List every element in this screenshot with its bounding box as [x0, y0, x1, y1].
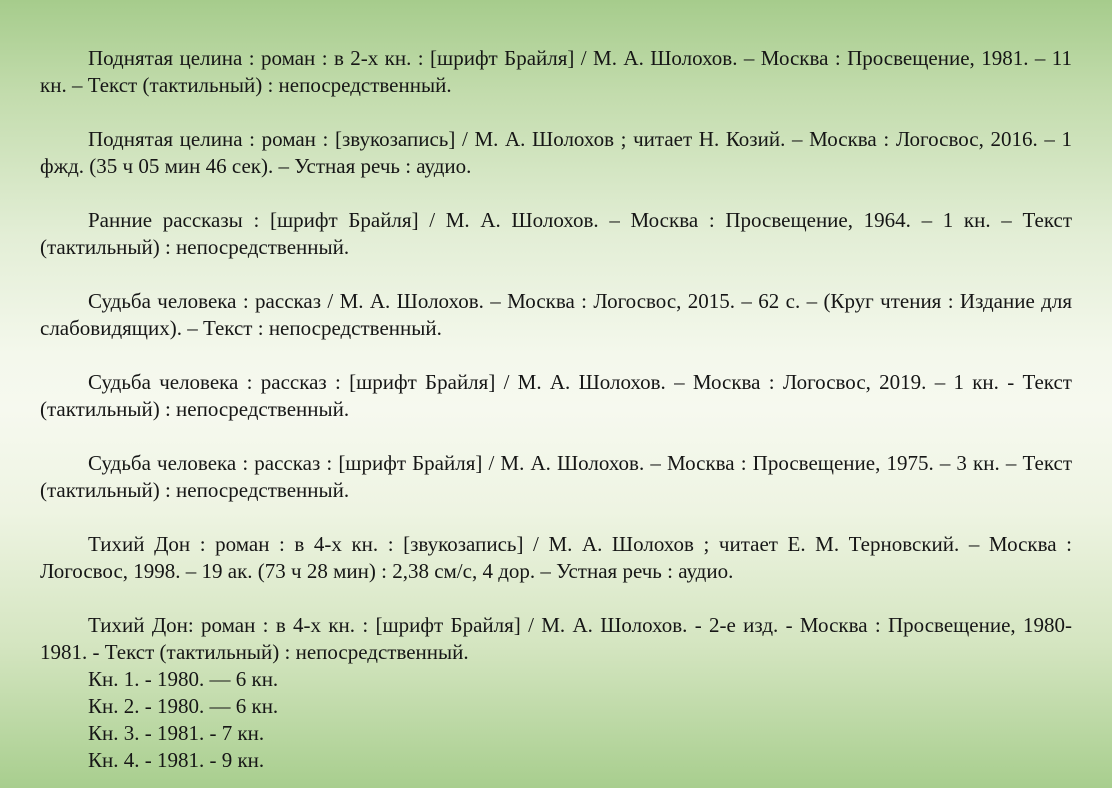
- volume-line-2: Кн. 2. - 1980. — 6 кн.: [88, 694, 279, 718]
- bibliography-entry-8-text: Тихий Дон: роман : в 4-х кн. : [шрифт Брайля] / М. А. Шолохов. - 2-е изд. - Москва : Просвещение, 1980-1981. - Текст (тактильный) : непосредственный.: [40, 613, 1072, 664]
- bibliography-entry-5: Судьба человека : рассказ : [шрифт Брайля] / М. А. Шолохов. – Москва : Логосвос, 2019. – 1 кн. - Текст (тактильный) : непосредственный.: [40, 370, 1072, 421]
- bibliography-entry-8: [40, 612, 1072, 774]
- bibliography-entry-1: Поднятая целина : роман : в 2-х кн. : [шрифт Брайля] / М. А. Шолохов. – Москва : Просвещение, 1981. – 11 кн. – Текст (тактильный) : непосредственный.: [40, 46, 1072, 97]
- bibliography-entry-6: Судьба человека : рассказ : [шрифт Брайля] / М. А. Шолохов. – Москва : Просвещение, 1975. – 3 кн. – Текст (тактильный) : непосредственный.: [40, 451, 1072, 502]
- bibliography-entry-4: Судьба человека : рассказ / М. А. Шолохов. – Москва : Логосвос, 2015. – 62 с. – (Круг чтения : Издание для слабовидящих). – Текст : непосредственный.: [40, 289, 1072, 340]
- bibliography-entry-3: Ранние рассказы : [шрифт Брайля] / М. А. Шолохов. – Москва : Просвещение, 1964. – 1 кн. – Текст (тактильный) : непосредственный.: [40, 208, 1072, 259]
- volume-line-3: Кн. 3. - 1981. - 7 кн.: [88, 721, 265, 745]
- bibliography-entry-7: Тихий Дон : роман : в 4-х кн. : [звукозапись] / М. А. Шолохов ; читает Е. М. Терновский. – Москва : Логосвос, 1998. – 19 ак. (73 ч 28 мин) : 2,38 см/с, 4 дор. – Устная речь : аудио.: [40, 532, 1072, 583]
- bibliography-entry-2: Поднятая целина : роман : [звукозапись] / М. А. Шолохов ; читает Н. Козий. – Москва : Логосвос, 2016. – 1 фжд. (35 ч 05 мин 46 сек). – Устная речь : аудио.: [40, 127, 1072, 178]
- volume-line-4: Кн. 4. - 1981. - 9 кн.: [88, 748, 265, 772]
- volume-line-1: Кн. 1. - 1980. — 6 кн.: [88, 667, 279, 691]
